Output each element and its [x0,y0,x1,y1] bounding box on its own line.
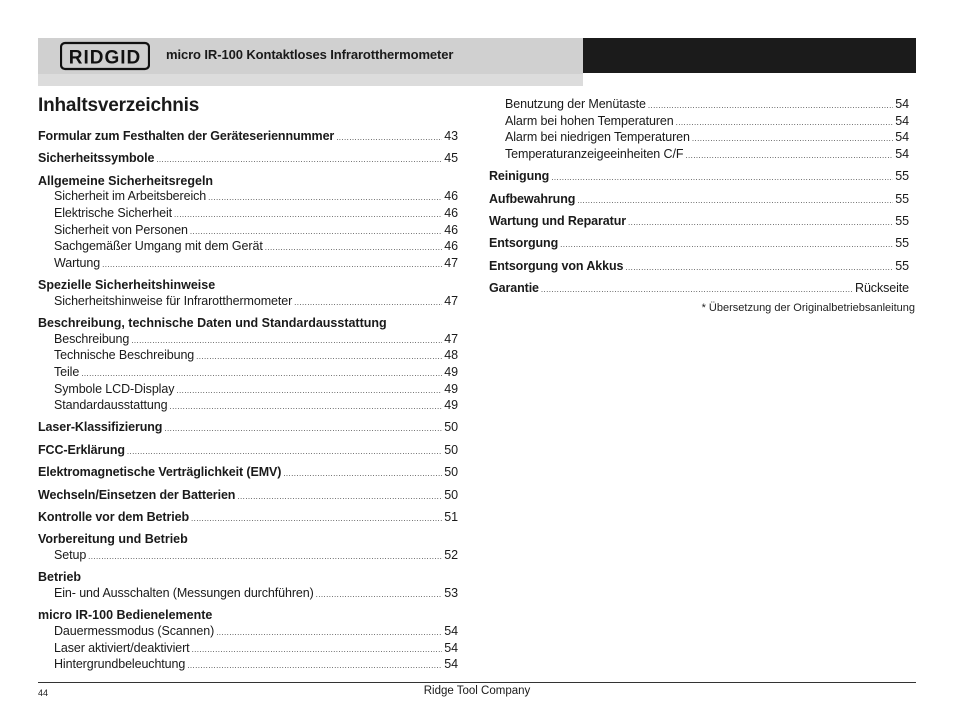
toc-entry[interactable]: FCC-Erklärung ..... 50 [38,443,458,460]
toc-subentry[interactable]: Benutzung der Menütaste ..... 54 [489,97,909,114]
header-black-band [583,38,916,73]
page-header [38,38,916,86]
toc-entry[interactable]: Elektromagnetische Verträglichkeit (EMV) ..... 50 [38,465,458,482]
toc-section-heading[interactable]: Allgemeine Sicherheitsregeln [38,173,214,188]
manual-title: micro IR-100 Kontaktloses Infrarotthermometer [166,47,454,62]
toc-subentry[interactable]: Wartung ..... 47 [38,256,458,273]
toc-section-heading[interactable]: Spezielle Sicherheitshinweise [38,278,216,293]
toc-subentry[interactable]: Sicherheitshinweise für Infrarotthermometer ..... 47 [38,294,458,311]
toc-entry[interactable]: Wechseln/Einsetzen der Batterien ..... 50 [38,488,458,505]
ridgid-logo [60,41,150,71]
toc-subentry[interactable]: Sachgemäßer Umgang mit dem Gerät ..... 46 [38,239,458,256]
toc-entry[interactable]: Aufbewahrung ..... 55 [489,192,909,209]
toc-section-heading[interactable]: Beschreibung, technische Daten und Standardausstattung [38,316,387,331]
toc-subentry[interactable]: Elektrische Sicherheit ..... 46 [38,206,458,223]
toc-entry[interactable]: Garantie ..... Rückseite [489,281,909,298]
footer-divider [38,682,916,683]
toc-entry[interactable]: Kontrolle vor dem Betrieb ..... 51 [38,510,458,527]
header-gray-band-lower [38,74,583,86]
toc-entry[interactable]: Wartung und Reparatur ..... 55 [489,214,909,231]
page-number: 44 [38,688,49,698]
toc-subentry[interactable]: Sicherheit von Personen ..... 46 [38,223,458,240]
toc-entry[interactable]: Reinigung ..... 55 [489,169,909,186]
company-name: Ridge Tool Company [423,685,531,697]
toc-entry[interactable]: Entsorgung ..... 55 [489,236,909,253]
toc-subentry[interactable]: Alarm bei niedrigen Temperaturen ..... 54 [489,130,909,147]
toc-left-column [38,129,458,674]
toc-subentry[interactable]: Symbole LCD-Display ..... 49 [38,382,458,399]
toc-subentry[interactable]: Sicherheit im Arbeitsbereich ..... 46 [38,189,458,206]
toc-section-heading[interactable]: Vorbereitung und Betrieb [38,532,188,547]
toc-subentry[interactable]: Teile ..... 49 [38,365,458,382]
toc-entry[interactable]: Laser-Klassifizierung ..... 50 [38,420,458,437]
translation-footnote: * Übersetzung der Originalbetriebsanleitung [701,302,915,314]
toc-subentry[interactable]: Laser aktiviert/deaktiviert ..... 54 [38,641,458,658]
toc-subentry[interactable]: Standardausstattung ..... 49 [38,398,458,415]
toc-entry[interactable]: Entsorgung von Akkus ..... 55 [489,259,909,276]
toc-subentry[interactable]: Technische Beschreibung ..... 48 [38,348,458,365]
toc-subentry[interactable]: Beschreibung ..... 47 [38,332,458,349]
toc-subentry[interactable]: Setup ..... 52 [38,548,458,565]
toc-entry[interactable]: Formular zum Festhalten der Geräteseriennummer ..... 43 [38,129,458,146]
toc-subentry[interactable]: Alarm bei hohen Temperaturen ..... 54 [489,114,909,131]
toc-right-column [489,97,909,298]
toc-entry[interactable]: Sicherheitssymbole ..... 45 [38,151,458,168]
toc-subentry[interactable]: Hintergrundbeleuchtung ..... 54 [38,657,458,674]
toc-subentry[interactable]: Dauermessmodus (Scannen) ..... 54 [38,624,458,641]
toc-subentry[interactable]: Ein- und Ausschalten (Messungen durchführen) ..... 53 [38,586,458,603]
toc-section-heading[interactable]: Betrieb [38,570,82,585]
toc-title: Inhaltsverzeichnis [38,95,200,116]
toc-subentry[interactable]: Temperaturanzeigeeinheiten C/F ..... 54 [489,147,909,164]
svg-text:RIDGID: RIDGID [68,47,142,69]
toc-section-heading[interactable]: micro IR-100 Bedienelemente [38,608,213,623]
